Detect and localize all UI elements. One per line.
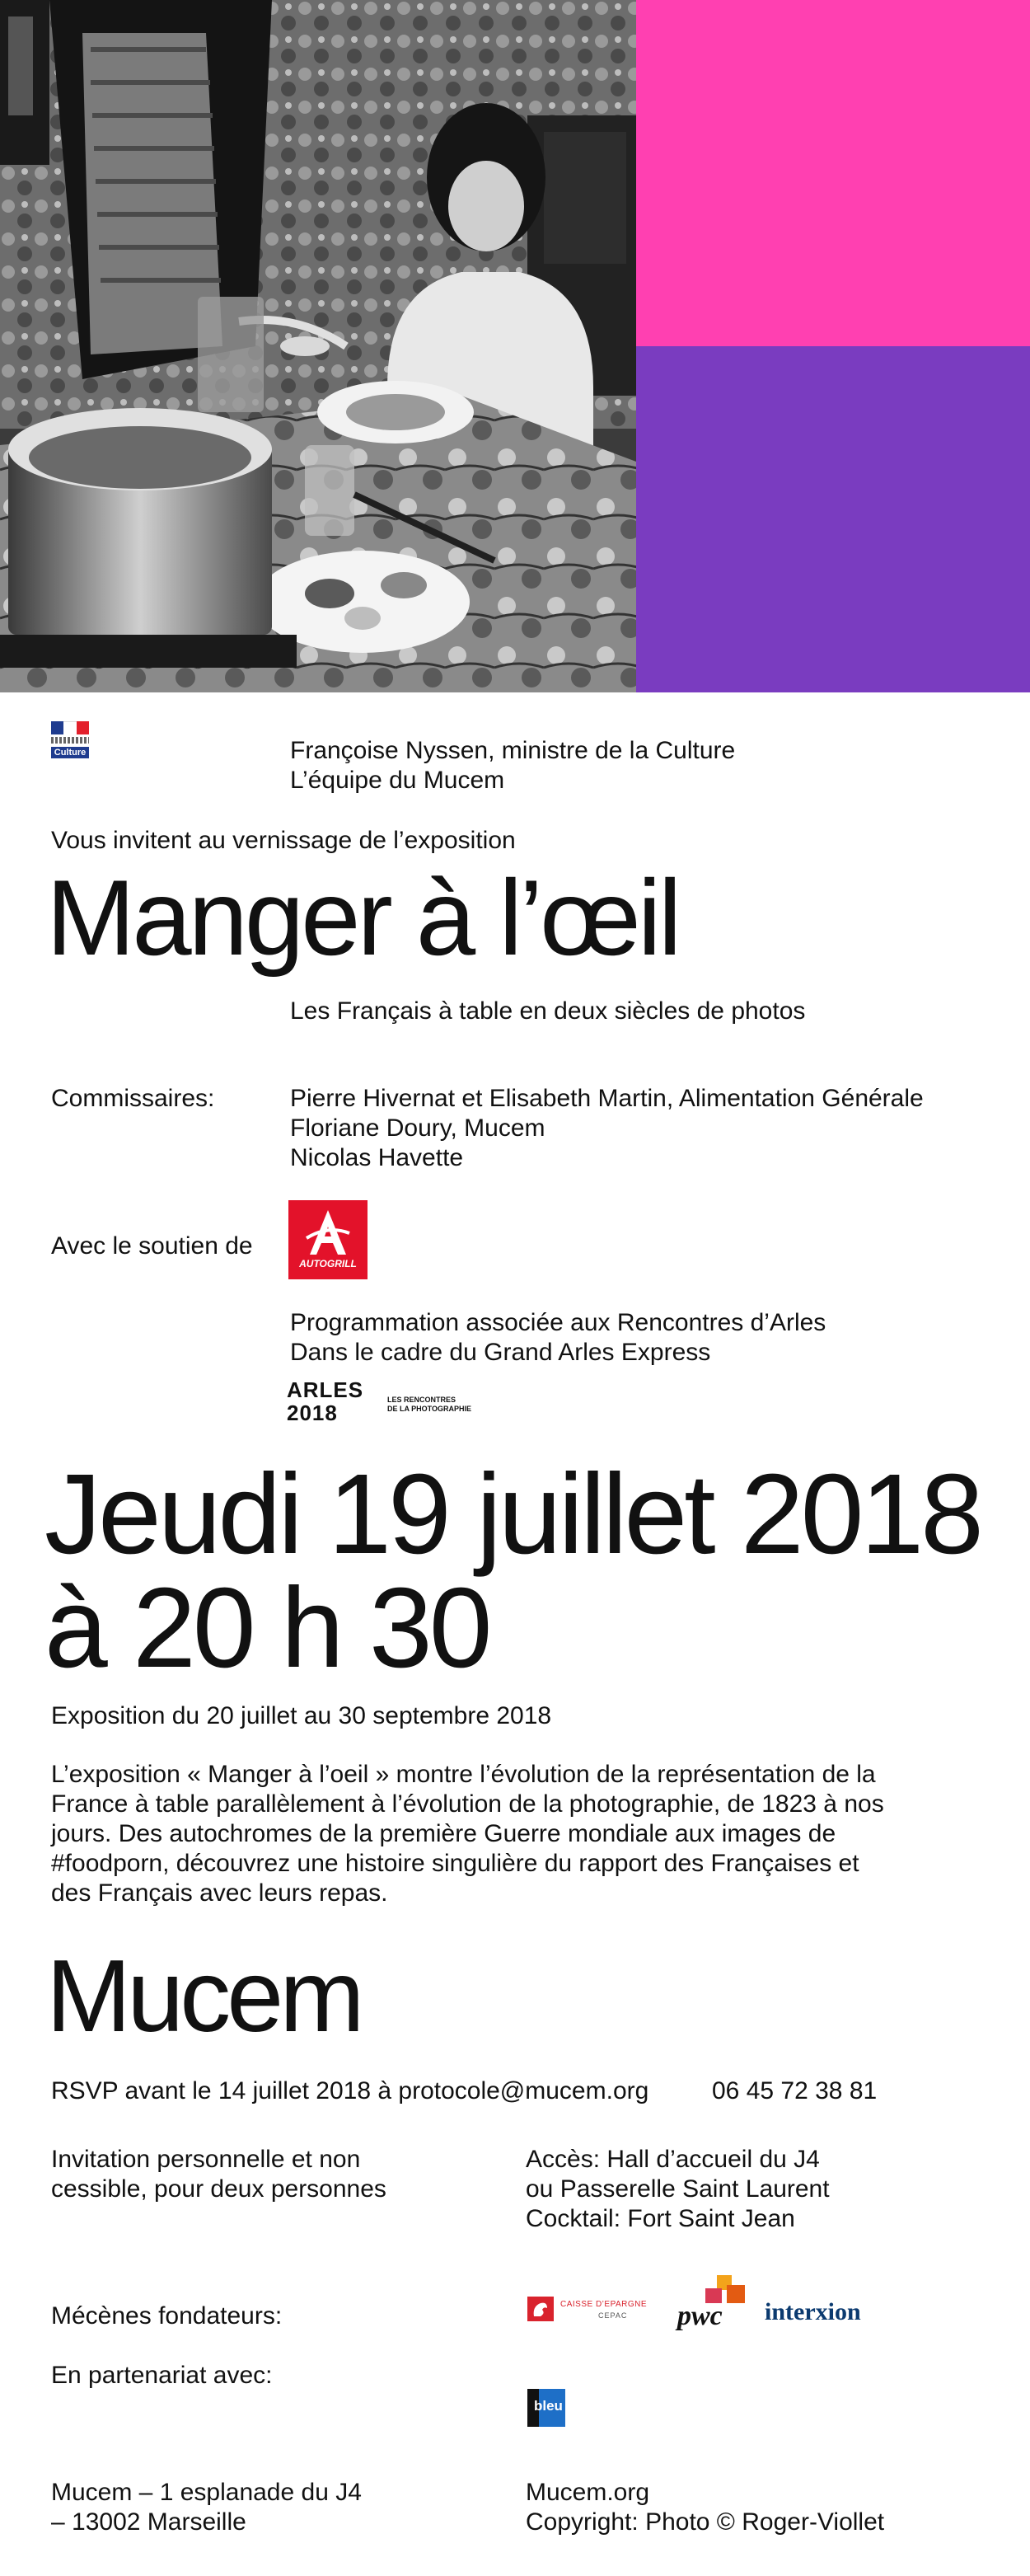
mucem-logo: Mucem	[46, 1940, 361, 2053]
description-line-1: L’exposition « Manger à l’oeil » montre l’évolution de la représentation de la	[51, 1761, 876, 1788]
france-bleu-logo	[527, 2389, 565, 2427]
website-link[interactable]: Mucem.org	[526, 2479, 650, 2506]
rsvp-text[interactable]: RSVP avant le 14 juillet 2018 à protocole@mucem.org	[51, 2077, 649, 2104]
event-time: à 20 h 30	[44, 1565, 489, 1692]
pwc-logo	[676, 2275, 758, 2334]
program-line-1: Programmation associée aux Rencontres d’Arles	[290, 1309, 826, 1336]
invitation-line-2: cessible, pour deux personnes	[51, 2175, 386, 2203]
arles-logo-line-2: 2018	[287, 1401, 338, 1425]
arles-logo-small-1: LES RENCONTRES	[387, 1396, 456, 1404]
description-line-5: des Français avec leurs repas.	[51, 1879, 388, 1907]
autogrill-logo	[288, 1200, 368, 1279]
curators-label: Commissaires:	[51, 1085, 215, 1112]
patrons-label: Mécènes fondateurs:	[51, 2302, 283, 2330]
curator-line-1: Pierre Hivernat et Elisabeth Martin, Alimentation Générale	[290, 1085, 924, 1112]
description-line-2: France à table parallèlement à l’évolution de la photographie, de 1823 à nos	[51, 1790, 884, 1818]
arles-logo-line-1: ARLES	[287, 1377, 364, 1402]
invitation-line-1: Invitation personnelle et non	[51, 2146, 361, 2173]
purple-color-block	[636, 346, 1030, 692]
caisse-logo-subtext: CEPAC	[598, 2311, 628, 2320]
caisse-epargne-logo	[527, 2295, 667, 2325]
arles-logo-small-2: DE LA PHOTOGRAPHIE	[387, 1405, 472, 1413]
pwc-logo-text: pwc	[677, 2301, 723, 2331]
squirrel-icon	[527, 2297, 554, 2321]
host-line-1: Françoise Nyssen, ministre de la Culture	[290, 737, 736, 764]
support-label: Avec le soutien de	[51, 1232, 253, 1260]
address-line-2: – 13002 Marseille	[51, 2508, 246, 2536]
copyright-text: Copyright: Photo © Roger-Viollet	[526, 2508, 885, 2536]
rsvp-phone[interactable]: 06 45 72 38 81	[712, 2077, 878, 2104]
interxion-logo: interxion	[765, 2298, 861, 2325]
hero-photo	[0, 0, 636, 692]
culture-ministry-logo	[51, 721, 89, 771]
france-bleu-logo-text: bleu	[534, 2398, 563, 2414]
arles-logo	[287, 1379, 517, 1429]
access-line-3: Cocktail: Fort Saint Jean	[526, 2205, 795, 2232]
address-line-1: Mucem – 1 esplanade du J4	[51, 2479, 362, 2506]
curator-line-3: Nicolas Havette	[290, 1144, 464, 1171]
invite-text: Vous invitent au vernissage de l’exposition	[51, 827, 516, 854]
access-line-1: Accès: Hall d’accueil du J4	[526, 2146, 820, 2173]
exhibition-dates: Exposition du 20 juillet au 30 septembre 2018	[51, 1702, 552, 1729]
kitchen-photo-illustration	[0, 0, 636, 692]
pink-color-block	[636, 0, 1030, 346]
partners-label: En partenariat avec:	[51, 2362, 273, 2389]
host-line-2: L’équipe du Mucem	[290, 767, 505, 794]
access-line-2: ou Passerelle Saint Laurent	[526, 2175, 830, 2203]
culture-logo-text: Culture	[51, 747, 89, 758]
curator-line-2: Floriane Doury, Mucem	[290, 1114, 545, 1142]
description-line-3: jours. Des autochromes de la première Guerre mondiale aux images de	[51, 1820, 836, 1847]
autogrill-logo-text: AUTOGRILL	[299, 1258, 357, 1269]
event-date: Jeudi 19 juillet 2018	[44, 1451, 981, 1578]
program-line-2: Dans le cadre du Grand Arles Express	[290, 1339, 711, 1366]
caisse-logo-text: CAISSE D’EPARGNE	[560, 2300, 648, 2309]
description-line-4: #foodporn, découvrez une histoire singulière du rapport des Françaises et	[51, 1850, 859, 1877]
exhibition-subtitle: Les Français à table en deux siècles de photos	[290, 997, 806, 1025]
exhibition-title: Manger à l’œil	[46, 857, 679, 978]
